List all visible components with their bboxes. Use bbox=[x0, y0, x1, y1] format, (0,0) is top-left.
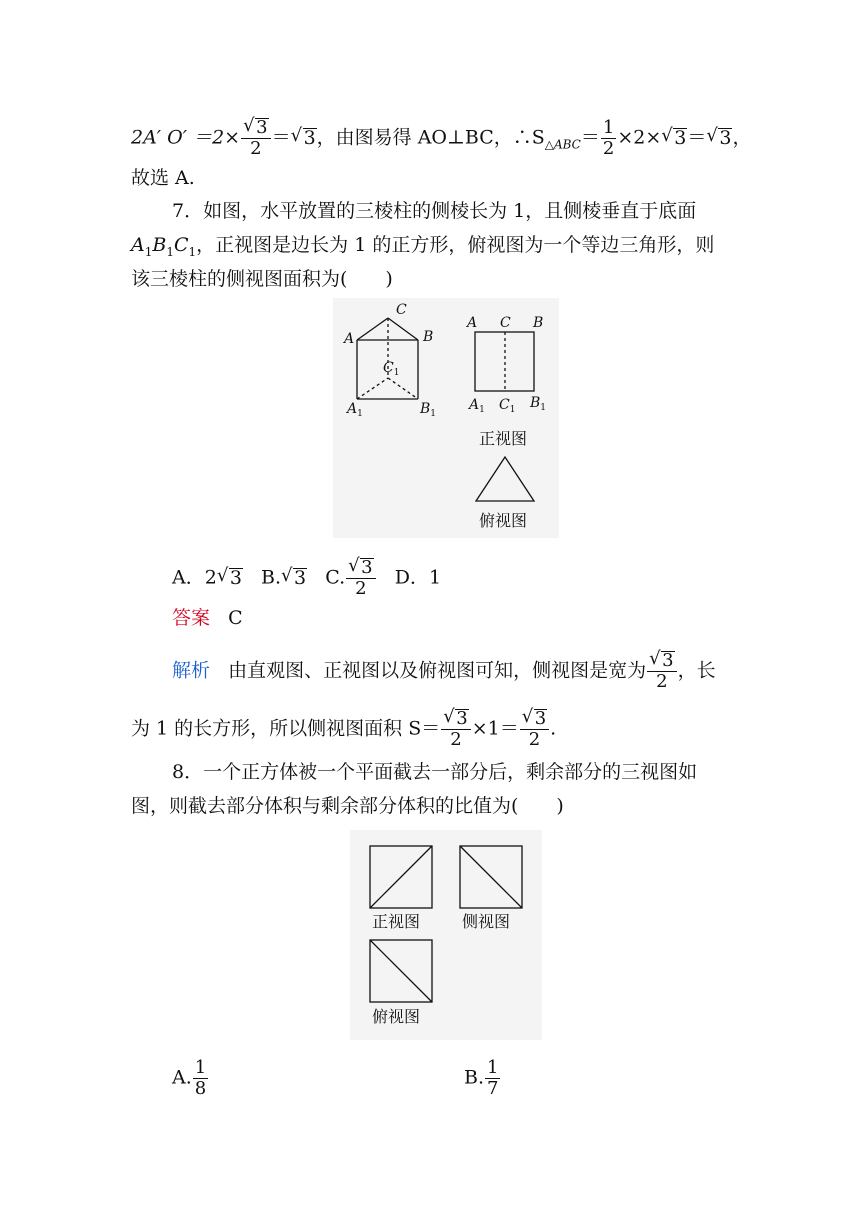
radical: √ bbox=[216, 564, 229, 586]
q8-side-caption: 侧视图 bbox=[462, 912, 511, 931]
hidden-edge-C1B1 bbox=[388, 378, 418, 399]
q7-options bbox=[172, 555, 442, 599]
subscript: 1 bbox=[188, 245, 197, 259]
text: B bbox=[152, 234, 167, 256]
fv-label-B1 bbox=[529, 395, 546, 413]
radical: √ bbox=[290, 124, 303, 146]
numerator: 1 bbox=[602, 117, 615, 138]
analysis-label: 解析 bbox=[172, 659, 211, 682]
text: ＝ bbox=[687, 126, 707, 149]
q8-stem-line1: 8．一个正方体被一个平面截去一部分后，剩余部分的三视图如 bbox=[172, 761, 698, 783]
radicand: 3 bbox=[361, 557, 373, 578]
q8-stem-line2: 图，则截去部分体积与剩余部分体积的比值为( ) bbox=[131, 795, 564, 817]
radical: √ bbox=[649, 648, 661, 669]
numerator: 1 bbox=[487, 1057, 499, 1078]
text: . bbox=[550, 717, 557, 740]
edge-AC bbox=[357, 318, 388, 340]
radical: √ bbox=[706, 124, 718, 146]
text: C bbox=[173, 234, 189, 256]
radicand: 3 bbox=[456, 708, 468, 729]
radicand: 3 bbox=[674, 126, 687, 149]
radicand: 3 bbox=[534, 708, 547, 729]
label-B1-sub: 1 bbox=[430, 409, 437, 419]
q7-stem-line2 bbox=[131, 233, 714, 264]
text: 由直观图、正视图以及俯视图可知，侧视图是宽为 bbox=[228, 659, 647, 682]
q7-analysis-line2 bbox=[131, 706, 557, 750]
fraction bbox=[193, 1058, 208, 1099]
q8-top-diagonal bbox=[370, 940, 432, 1002]
fv-label-B: B bbox=[533, 315, 544, 331]
fv-label-A1 bbox=[467, 397, 485, 415]
label-A: A bbox=[344, 331, 355, 347]
q7-stem-line1: 7．如图，水平放置的三棱柱的侧棱长为 1，且侧棱垂直于底面 bbox=[172, 200, 697, 222]
radical: √ bbox=[243, 115, 255, 136]
q8-figure bbox=[350, 830, 542, 1040]
label-C1-sub: 1 bbox=[393, 368, 400, 378]
fv-label-A1-letter: A bbox=[469, 397, 480, 413]
text: 为 1 的长方形，所以侧视图面积 S＝ bbox=[131, 717, 441, 740]
radical: √ bbox=[521, 706, 534, 727]
radical: √ bbox=[443, 706, 455, 727]
hidden-edge-A1C1 bbox=[357, 378, 388, 399]
denominator: 2 bbox=[450, 729, 462, 750]
option-b: B. bbox=[261, 566, 282, 589]
radical: √ bbox=[348, 555, 360, 576]
answer-label: 答案 bbox=[172, 607, 211, 629]
prev-solution-line1 bbox=[131, 115, 752, 159]
fv-label-B1-letter: B bbox=[530, 395, 541, 411]
label-A1 bbox=[345, 401, 363, 419]
radicand: 3 bbox=[229, 566, 242, 589]
sqrt bbox=[661, 126, 687, 150]
q8-front-diagonal bbox=[370, 846, 432, 908]
label-C1 bbox=[383, 360, 399, 378]
text: ， bbox=[732, 126, 752, 149]
q7-stem-line3: 该三棱柱的侧视图面积为( ) bbox=[131, 268, 393, 290]
denominator: 2 bbox=[528, 729, 541, 750]
top-view-caption: 俯视图 bbox=[479, 511, 528, 530]
fraction bbox=[441, 706, 470, 750]
fraction bbox=[346, 555, 375, 599]
fv-label-C1 bbox=[499, 397, 515, 415]
sqrt bbox=[217, 566, 243, 590]
q8-option-a bbox=[172, 1058, 209, 1099]
fraction bbox=[485, 1058, 500, 1099]
numerator: 1 bbox=[194, 1057, 207, 1078]
label-B1 bbox=[419, 401, 436, 419]
option-a-label: A. bbox=[172, 1066, 192, 1089]
text: ，正视图是边长为 1 的正方形，俯视图为一个等边三角形，则 bbox=[196, 234, 715, 256]
label-B: B bbox=[423, 329, 434, 345]
fv-label-C1-letter: C bbox=[499, 397, 510, 413]
fraction bbox=[241, 115, 270, 159]
front-view-caption: 正视图 bbox=[479, 429, 528, 448]
text: ，长 bbox=[677, 659, 716, 682]
fv-label-C: C bbox=[500, 315, 511, 331]
sqrt bbox=[291, 126, 317, 150]
subscript: 1 bbox=[166, 245, 174, 259]
radicand: 3 bbox=[662, 650, 674, 671]
label-B1-letter: B bbox=[420, 401, 431, 417]
label-A1-letter: A bbox=[347, 401, 358, 417]
denominator: 8 bbox=[194, 1078, 207, 1099]
radicand: 3 bbox=[719, 126, 732, 149]
text: ＝ bbox=[580, 126, 600, 149]
text: ×2× bbox=[617, 126, 662, 149]
text: ＝ bbox=[271, 126, 291, 149]
q7-figure bbox=[333, 298, 559, 538]
q8-front-caption: 正视图 bbox=[372, 912, 421, 931]
option-c: C. bbox=[325, 566, 346, 589]
text: ×1＝ bbox=[471, 717, 519, 740]
option-b-label: B. bbox=[464, 1066, 485, 1089]
option-d: D．1 bbox=[394, 566, 442, 589]
fv-label-B1-sub: 1 bbox=[540, 403, 547, 413]
prev-solution-line2: 故选 A. bbox=[131, 167, 195, 189]
fv-label-A1-sub: 1 bbox=[479, 405, 485, 415]
sqrt bbox=[281, 566, 307, 590]
q8-side-diagonal bbox=[460, 846, 522, 908]
fraction bbox=[647, 648, 676, 692]
q8-top-caption: 俯视图 bbox=[372, 1007, 421, 1026]
fraction bbox=[520, 706, 549, 750]
answer-value: C bbox=[228, 607, 243, 629]
option-a: A．2 bbox=[172, 566, 217, 589]
text: ，由图易得 AO⊥BC，∴S bbox=[316, 126, 545, 149]
radicand: 3 bbox=[294, 566, 307, 589]
radicand: 3 bbox=[303, 126, 316, 149]
subscript: 1 bbox=[144, 245, 153, 259]
q7-answer bbox=[172, 606, 243, 630]
q7-analysis-line1 bbox=[172, 648, 716, 692]
sqrt bbox=[706, 126, 732, 150]
radical: √ bbox=[661, 124, 673, 146]
label-C1-letter: C bbox=[383, 360, 394, 376]
prism-drawing bbox=[357, 318, 418, 399]
fv-label-C1-sub: 1 bbox=[509, 405, 516, 415]
text: 2A′ O′ ＝2× bbox=[131, 126, 241, 149]
label-C: C bbox=[396, 302, 407, 318]
label-A1-sub: 1 bbox=[357, 409, 363, 419]
radical: √ bbox=[281, 564, 293, 586]
fv-label-A: A bbox=[467, 315, 478, 331]
fraction bbox=[601, 118, 616, 159]
radicand: 3 bbox=[256, 117, 268, 138]
top-view-triangle bbox=[476, 457, 534, 501]
denominator: 2 bbox=[602, 138, 615, 159]
text: A bbox=[131, 234, 145, 256]
denominator: 2 bbox=[656, 671, 668, 692]
edge-CB bbox=[388, 318, 418, 340]
denominator: 7 bbox=[487, 1078, 499, 1099]
front-view-drawing bbox=[475, 332, 534, 391]
q8-option-b bbox=[464, 1058, 501, 1099]
subscript: △ABC bbox=[544, 137, 581, 152]
denominator: 2 bbox=[250, 138, 262, 159]
denominator: 2 bbox=[355, 578, 367, 599]
